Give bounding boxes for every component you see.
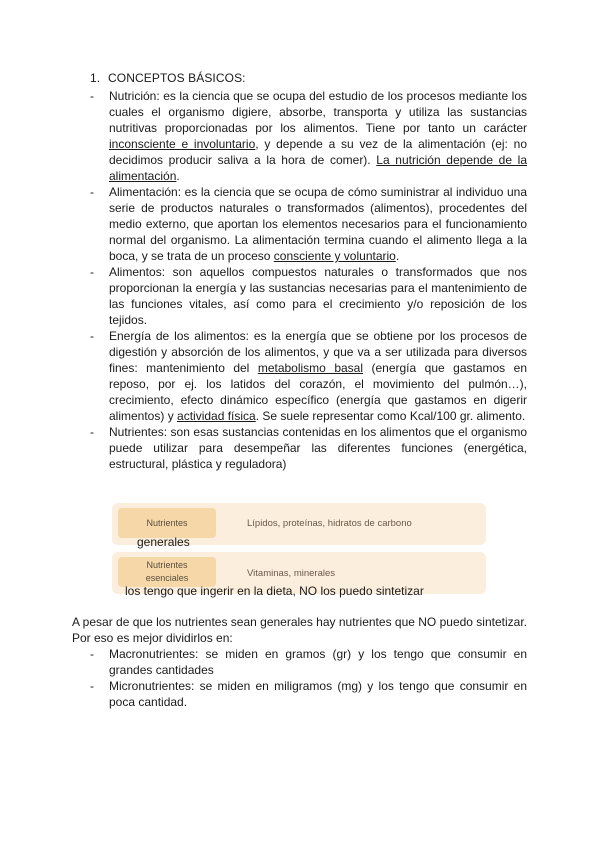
list-item-macronutrientes: - Macronutrientes: se miden en gramos (gr) y los tengo que consumir en grandes cantidades xyxy=(90,647,527,677)
list-dash: - xyxy=(90,647,94,661)
underlined-term: metabolismo basal xyxy=(257,361,364,375)
nutrient-description: Vitaminas, minerales xyxy=(247,568,336,579)
body-paragraph: A pesar de que los nutrientes sean generales hay nutrientes que NO puedo sintetizar. Por eso es mejor dividirlos en: xyxy=(72,615,527,645)
list-dash: - xyxy=(90,329,94,343)
list-dash: - xyxy=(90,265,94,279)
section-heading xyxy=(90,71,246,85)
list-dash: - xyxy=(90,185,94,199)
list-dash: - xyxy=(90,425,94,439)
underlined-term: consciente y voluntario xyxy=(273,249,396,263)
underlined-term: inconsciente e involuntario xyxy=(109,137,256,151)
section-title: CONCEPTOS BÁSICOS: xyxy=(108,71,246,85)
handwritten-note-generales: generales xyxy=(137,535,190,549)
list-item-alimentacion: - Alimentación: es la ciencia que se ocupa de cómo suministrar al individuo una serie de productos naturales o transformados (alimentos), procedentes del medio externo, que aportan los elementos necesarios para el funcionamiento normal del organismo. La alimentación termina cuando el alimento llega a la boca, y se trata de un proceso consciente y voluntario. xyxy=(90,185,527,263)
nutrient-label-pill: Nutrientes esenciales xyxy=(118,557,216,587)
underlined-term: actividad física xyxy=(177,409,256,423)
list-item-alimentos: - Alimentos: son aquellos compuestos naturales o transformados que nos proporcionan la energía y las sustancias necesarias para el mantenimiento de las funciones vitales, así como para el crecimiento y/o reposición de los tejidos. xyxy=(90,265,527,327)
list-item-energia: - Energía de los alimentos: es la energía que se obtiene por los procesos de digestión y absorción de los alimentos, y que va a ser utilizada para diversos fines: mantenimiento del metabolismo basal (energía que gastamos en reposo, por ej. los latidos del corazón, el movimiento del pulmón…), crecimiento, efecto dinámico específico (energía que gastamos en digerir alimentos) y actividad física. Se suele representar como Kcal/100 gr. alimento. xyxy=(90,329,527,423)
nutrient-description: Lípidos, proteínas, hidratos de carbono xyxy=(247,518,412,529)
list-dash: - xyxy=(90,89,94,103)
handwritten-note-esenciales: los tengo que ingerir en la dieta, NO los puedo sintetizar xyxy=(125,584,424,598)
nutrient-label-pill: Nutrientes xyxy=(118,508,216,538)
section-number: 1. xyxy=(90,71,101,85)
underlined-term: La nutrición depende de la alimentación xyxy=(109,153,527,183)
definitions-list xyxy=(90,88,527,472)
list-item-nutrientes: - Nutrientes: son esas sustancias contenidas en los alimentos que el organismo puede utilizar para desempeñar las diferentes funciones (energética, estructural, plástica y reguladora) xyxy=(90,425,527,471)
list-item-micronutrientes: - Micronutrientes: se miden en miligramos (mg) y los tengo que consumir en poca cantidad. xyxy=(90,679,527,709)
list-item-nutricion: - Nutrición: es la ciencia que se ocupa del estudio de los procesos mediante los cuales el organismo digiere, absorbe, transporta y utiliza las sustancias nutritivas proporcionadas por los alimentos. Tiene por tanto un carácter inconsciente e involuntario, y depende a su vez de la alimentación (ej: no decidimos producir saliva a la hora de comer). La nutrición depende de la alimentación. xyxy=(90,89,528,183)
list-dash: - xyxy=(90,679,94,693)
nutrient-types-list xyxy=(90,646,527,710)
